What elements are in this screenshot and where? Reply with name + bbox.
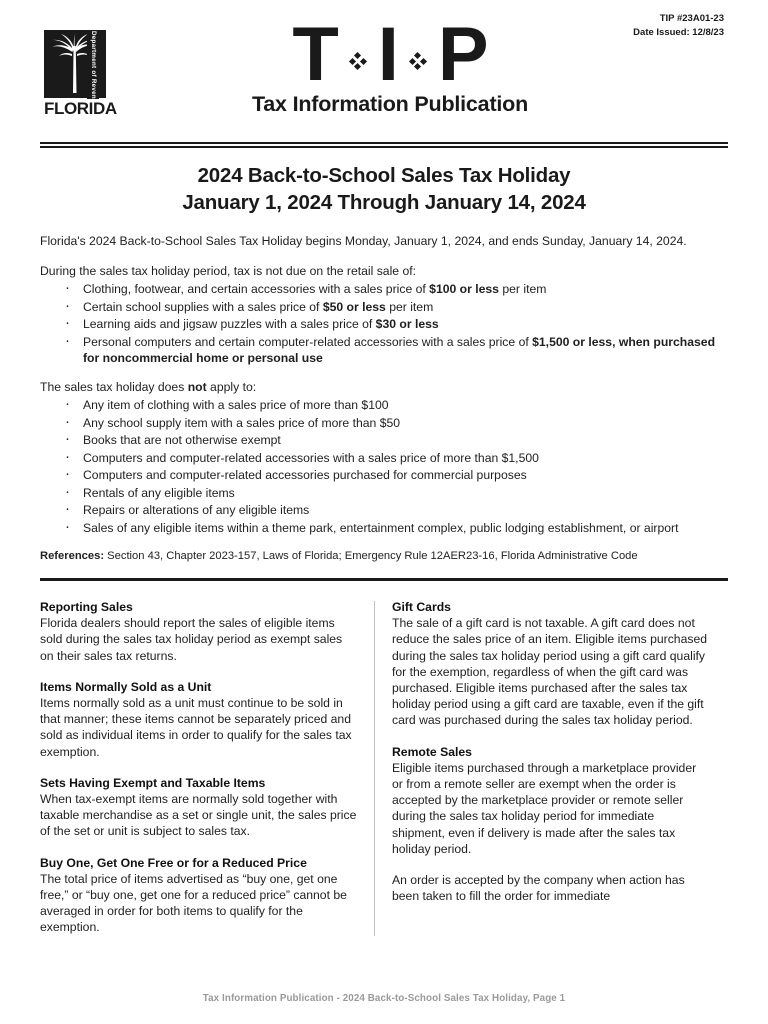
list-item: · Learning aids and jigsaw puzzles with a sales price of $30 or less bbox=[40, 316, 728, 333]
page-title-line-1: 2024 Back-to-School Sales Tax Holiday bbox=[197, 164, 571, 187]
masthead-letter-t: T bbox=[292, 12, 338, 97]
list-item: · Certain school supplies with a sales price of $50 or less per item bbox=[40, 299, 728, 316]
section-body: Eligible items purchased through a marketplace provider or from a remote seller are exempt when the order is accepted by the marketplace provider or remote seller during the sales tax holiday period for immediate shipment, even if delivery is made after the sales tax holiday period. bbox=[392, 760, 697, 856]
list-item: · Repairs or alterations of any eligible items bbox=[40, 502, 728, 519]
diamond-separator-icon-2 bbox=[410, 53, 426, 69]
section-heading: Buy One, Get One Free or for a Reduced Price bbox=[40, 855, 307, 870]
page-title-line-2: January 1, 2024 Through January 14, 2024 bbox=[182, 191, 586, 214]
references-line bbox=[40, 548, 728, 564]
section-heading: Remote Sales bbox=[392, 744, 472, 759]
references-text: Section 43, Chapter 2023-157, Laws of Florida; Emergency Rule 12AER23-16, Florida Administrative Code bbox=[107, 550, 638, 562]
section-body: Items normally sold as a unit must continue to be sold in that manner; these items cannot be separately priced and sold as individual items in order to qualify for the sales tax exemption. bbox=[40, 696, 352, 759]
section-body: An order is accepted by the company when action has been taken to fill the order for immediate bbox=[392, 873, 685, 904]
list-item: · Any item of clothing with a sales price of more than $100 bbox=[40, 397, 728, 414]
exempt-list bbox=[40, 281, 728, 367]
tip-masthead bbox=[225, 12, 555, 117]
masthead-letter-p: P bbox=[437, 12, 488, 97]
not-exempt-lead: The sales tax holiday does not apply to: bbox=[40, 379, 257, 394]
exempt-lead: During the sales tax holiday period, tax is not due on the retail sale of: bbox=[40, 263, 417, 278]
tip-date-issued: Date Issued: 12/8/23 bbox=[633, 27, 724, 38]
document-body bbox=[40, 233, 728, 564]
logo-agency-vertical: Department of Revenue bbox=[87, 31, 99, 99]
section-heading: Sets Having Exempt and Taxable Items bbox=[40, 775, 266, 790]
list-item: · Sales of any eligible items within a theme park, entertainment complex, public lodging establishment, or airport bbox=[40, 520, 728, 537]
section-heading: Items Normally Sold as a Unit bbox=[40, 679, 212, 694]
section-divider-rule bbox=[40, 578, 728, 581]
column-left bbox=[40, 599, 374, 936]
section-body: The sale of a gift card is not taxable. A gift card does not reduce the sales price of an item. Eligible items purchased during the sales tax holiday period using a gift card qualify for the exemption, regardless of when the gift card was purchased. Eligible items purchased after the sales tax holiday period using a gift card are taxable, even if the gift card was purchased during the sales tax holiday period. bbox=[392, 616, 708, 728]
list-item: · Any school supply item with a sales price of more than $50 bbox=[40, 415, 728, 432]
tip-number: TIP #23A01-23 bbox=[659, 13, 724, 24]
list-item: · Personal computers and certain computer-related accessories with a sales price of $1,500 or less, when purchased for noncommercial home or personal use bbox=[40, 334, 728, 367]
list-item: · Clothing, footwear, and certain accessories with a sales price of $100 or less per item bbox=[40, 281, 728, 298]
tip-metadata bbox=[633, 12, 724, 40]
diamond-separator-icon bbox=[350, 53, 366, 69]
header-double-rule bbox=[40, 142, 728, 148]
florida-dor-logo bbox=[44, 30, 136, 130]
section-body: When tax-exempt items are normally sold together with taxable merchandise as a set or single unit, the sales price of the set or unit is subject to sales tax. bbox=[40, 792, 357, 839]
masthead-letter-i: I bbox=[377, 12, 398, 97]
intro-paragraph: Florida's 2024 Back-to-School Sales Tax Holiday begins Monday, January 1, 2024, and ends Sunday, January 14, 2024. bbox=[40, 234, 687, 248]
list-item: · Computers and computer-related accessories purchased for commercial purposes bbox=[40, 467, 728, 484]
logo-state-word: FLORIDA bbox=[44, 99, 117, 118]
references-label: References: bbox=[40, 550, 105, 562]
list-item: · Computers and computer-related accessories with a sales price of more than $1,500 bbox=[40, 450, 728, 467]
document-header bbox=[40, 0, 728, 136]
section-heading: Gift Cards bbox=[392, 600, 451, 614]
list-item: · Books that are not otherwise exempt bbox=[40, 432, 728, 449]
two-column-section bbox=[40, 599, 728, 936]
page-title bbox=[40, 162, 728, 216]
section-heading: Reporting Sales bbox=[40, 600, 133, 614]
page-footer: Tax Information Publication - 2024 Back-to-School Sales Tax Holiday, Page 1 bbox=[202, 993, 566, 1004]
section-body: The total price of items advertised as “buy one, get one free,” or “buy one, get one for a reduced price” cannot be averaged in order for both items to qualify for the exemption. bbox=[40, 871, 347, 935]
column-right bbox=[375, 599, 710, 936]
list-item: · Rentals of any eligible items bbox=[40, 485, 728, 502]
section-body: Florida dealers should report the sales of eligible items sold during the sales tax holiday period as exempt sales on their sales tax returns. bbox=[40, 616, 343, 663]
masthead-subtitle: Tax Information Publication bbox=[251, 92, 529, 116]
not-exempt-list bbox=[40, 397, 728, 536]
